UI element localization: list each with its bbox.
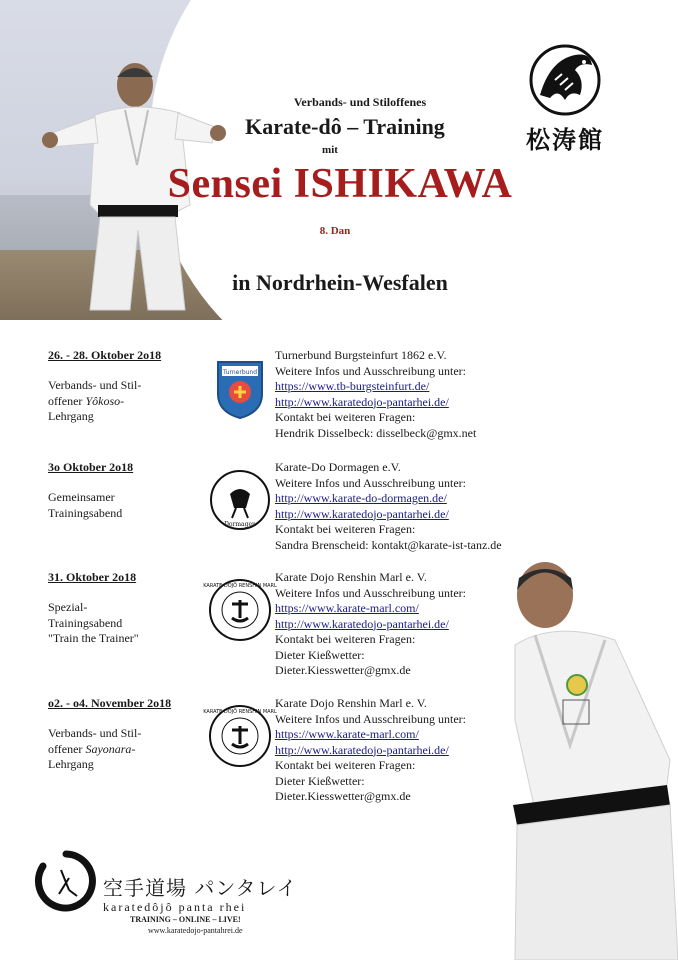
karate-do-dormagen-seal-icon: [208, 468, 272, 532]
event-contact-name: Dieter Kießwetter:: [275, 647, 365, 662]
event-organizer: Karate Dojo Renshin Marl e. V.: [275, 570, 427, 584]
event-link-club[interactable]: https://www.karate-marl.com/: [275, 601, 419, 615]
svg-text:Dormagen: Dormagen: [224, 521, 256, 528]
event-contact-label: Kontakt bei weiteren Fragen:: [275, 522, 416, 536]
event-link-club[interactable]: https://www.karate-marl.com/: [275, 727, 419, 741]
event-info: [275, 348, 605, 441]
footer-tagline: TRAINING – ONLINE – LIVE!: [130, 915, 241, 924]
region-title: in Nordrhein-Wesfalen: [232, 270, 448, 295]
event-contact-label: Kontakt bei weiteren Fragen:: [275, 758, 416, 772]
dan-rank: 8. Dan: [319, 225, 351, 237]
svg-text:KARATE DŌJŌ RENSHIN MARL: KARATE DŌJŌ RENSHIN MARL: [203, 583, 277, 589]
event-description: Gemeinsamer Trainingsabend: [48, 490, 123, 520]
shotokan-kanji-logo: 松涛館: [526, 126, 604, 154]
footer-kanji: 空手道場 パンタレイ: [103, 876, 298, 900]
header-subtitle: Verbands- und Stiloffenes: [293, 95, 427, 109]
event-link-club[interactable]: http://www.karate-do-dormagen.de/: [275, 491, 447, 505]
turnerbund-crest-icon: [208, 356, 272, 420]
footer-website[interactable]: www.karatedojo-pantahrei.de: [148, 926, 243, 935]
svg-text:Turnerbund: Turnerbund: [222, 369, 258, 376]
event-2: [48, 460, 608, 560]
event-contact-email: Dieter.Kiesswetter@gmx.de: [275, 789, 411, 803]
event-organizer: Karate Dojo Renshin Marl e. V.: [275, 696, 427, 710]
footer-dojo-name: karatedôjô panta rhei: [103, 900, 247, 914]
event-more-info: Weitere Infos und Ausschreibung unter:: [275, 363, 466, 378]
renshin-marl-seal-icon: [203, 578, 277, 642]
event-link-pantarhei[interactable]: http://www.karatedojo-pantarhei.de/: [275, 616, 449, 631]
event-contact-name: Dieter Kießwetter:: [275, 773, 365, 788]
event-description: Verbands- und Stil- offener Yôkoso- Lehrgang: [48, 378, 142, 423]
event-contact-label: Kontakt bei weiteren Fragen:: [275, 632, 416, 646]
event-organizer: Karate-Do Dormagen e.V.: [275, 460, 401, 474]
event-link-pantarhei[interactable]: http://www.karatedojo-pantarhei.de/: [275, 394, 449, 409]
event-contact-label: Kontakt bei weiteren Fragen:: [275, 410, 416, 424]
event-description: Spezial- Trainingsabend "Train the Trainer": [48, 600, 139, 645]
event-date: o2. - o4. November 2o18: [48, 696, 172, 710]
renshin-marl-seal-icon: [203, 704, 277, 768]
event-contact: Sandra Brenscheid: kontakt@karate-ist-tanz.de: [275, 537, 502, 552]
event-link-club[interactable]: https://www.tb-burgsteinfurt.de/: [275, 379, 430, 393]
enso-logo-icon: [35, 850, 97, 912]
header-title: Karate-dô – Training: [245, 114, 445, 139]
header-with: mit: [322, 144, 338, 156]
event-more-info: Weitere Infos und Ausschreibung unter:: [275, 585, 466, 600]
event-info: [275, 460, 605, 553]
shotokan-tiger-icon: [520, 40, 610, 120]
event-1: [48, 348, 608, 448]
event-date: 3o Oktober 2o18: [48, 460, 134, 474]
sensei-name: Sensei ISHIKAWA: [167, 161, 513, 207]
sensei-portrait-figure: [495, 560, 678, 960]
event-date: 31. Oktober 2o18: [48, 570, 137, 584]
event-more-info: Weitere Infos und Ausschreibung unter:: [275, 711, 466, 726]
event-contact-email: Dieter.Kiesswetter@gmx.de: [275, 663, 411, 677]
svg-text:KARATE DŌJŌ RENSHIN MARL: KARATE DŌJŌ RENSHIN MARL: [203, 709, 277, 715]
event-link-pantarhei[interactable]: http://www.karatedojo-pantarhei.de/: [275, 506, 449, 521]
event-description: Verbands- und Stil- offener Sayonara- Lehrgang: [48, 726, 142, 771]
event-contact: Hendrik Disselbeck: disselbeck@gmx.net: [275, 425, 477, 440]
event-more-info: Weitere Infos und Ausschreibung unter:: [275, 475, 466, 490]
event-organizer: Turnerbund Burgsteinfurt 1862 e.V.: [275, 348, 447, 362]
event-date: 26. - 28. Oktober 2o18: [48, 348, 162, 362]
event-link-pantarhei[interactable]: http://www.karatedojo-pantarhei.de/: [275, 742, 449, 757]
